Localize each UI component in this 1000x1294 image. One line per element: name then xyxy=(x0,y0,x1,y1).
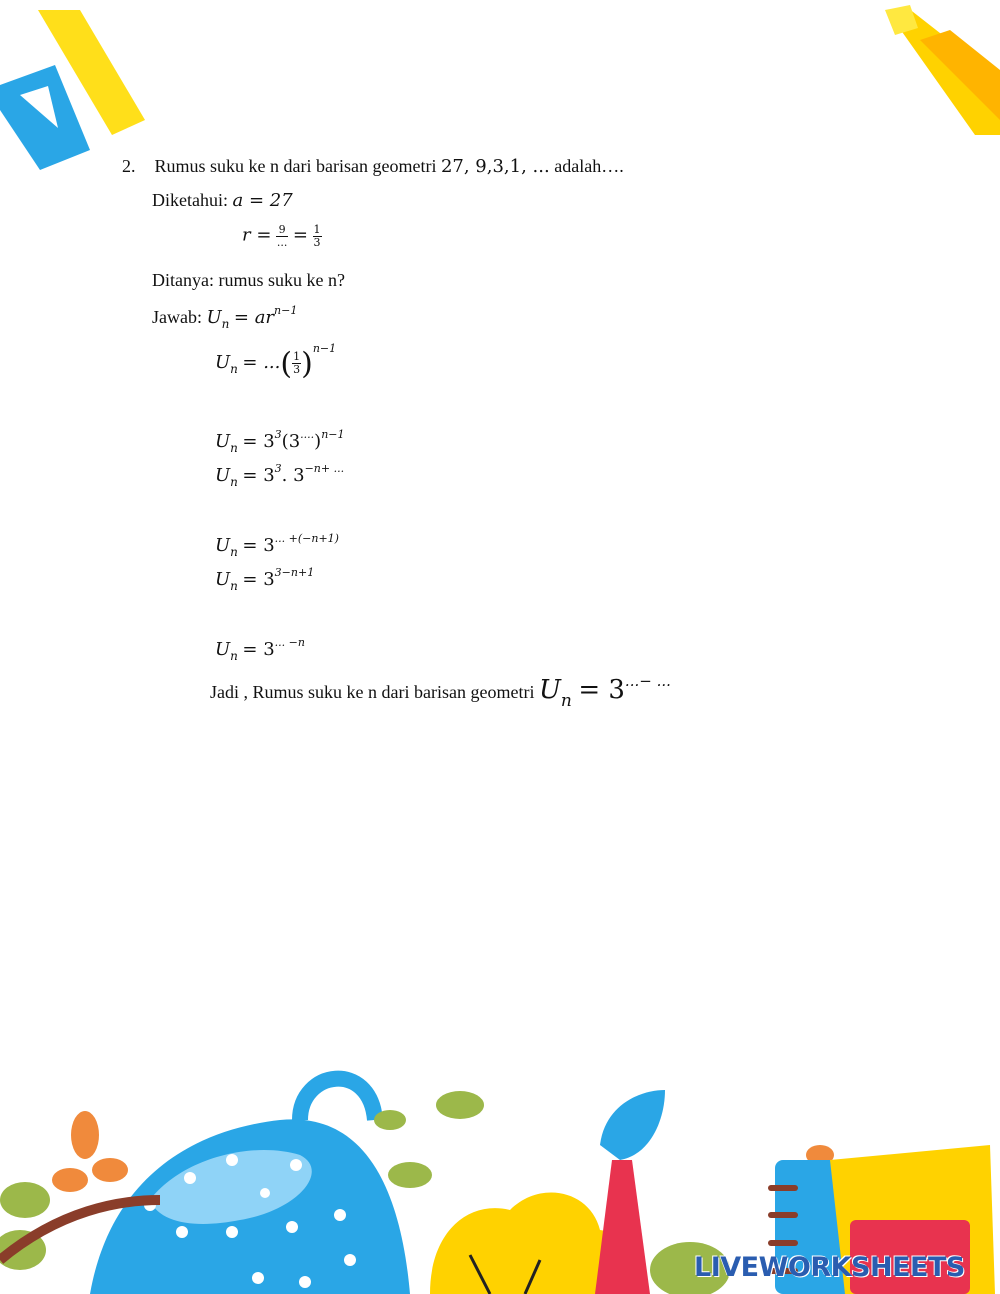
conclusion-n: n xyxy=(560,691,572,711)
conclusion-exp-blank: ...− ... xyxy=(624,672,671,690)
step3-exp-a: 3 xyxy=(274,462,282,475)
step6-n: n xyxy=(230,649,238,663)
formula-rhs: = ar xyxy=(233,307,275,328)
step6-exp-blank: ... −n xyxy=(274,636,305,649)
conclusion-base: = 3 xyxy=(578,675,625,705)
formula-exponent: n−1 xyxy=(274,304,298,317)
highlighter-illustration xyxy=(880,0,1000,140)
step-6-line xyxy=(215,636,305,663)
asked-line xyxy=(152,270,345,291)
known-label: Diketahui: xyxy=(152,190,228,210)
r-numerator: 9 xyxy=(276,224,289,237)
step1-fraction xyxy=(292,351,301,376)
formula-n: n xyxy=(221,317,230,331)
step4-n: n xyxy=(230,545,238,559)
step-5-line xyxy=(215,566,314,593)
step2-exp-a: 3 xyxy=(274,428,282,441)
step1-exponent: n−1 xyxy=(312,342,337,355)
step3-U: U xyxy=(215,465,231,486)
step6-base: = 3 xyxy=(242,639,275,660)
step1-n: n xyxy=(230,362,238,376)
step1-numerator: 1 xyxy=(293,350,301,364)
step3-exp-blank: −n+ ... xyxy=(304,462,345,475)
liveworksheets-logo xyxy=(694,1252,965,1283)
known-r-equals: = xyxy=(292,224,309,246)
step-4-line xyxy=(215,532,339,559)
step4-exp-blank: ... +(−n+1) xyxy=(274,532,339,545)
answer-formula-line xyxy=(152,304,297,331)
r-denominator-2: 3 xyxy=(313,236,321,249)
step2-base-b: (3 xyxy=(281,431,301,452)
step5-n: n xyxy=(230,579,238,593)
step4-base: = 3 xyxy=(242,535,275,556)
step5-base: = 3 xyxy=(242,569,275,590)
step3-base-b: . 3 xyxy=(281,465,305,486)
step2-U: U xyxy=(215,431,231,452)
question-line xyxy=(122,156,624,177)
step2-exp-c: n−1 xyxy=(321,428,345,441)
ruler-triangle-illustration xyxy=(0,0,160,180)
formula-U: U xyxy=(206,307,222,328)
step5-U: U xyxy=(215,569,231,590)
r-numerator-2: 1 xyxy=(313,223,321,236)
known-r-line xyxy=(242,224,322,249)
known-r-fraction-2 xyxy=(313,224,322,249)
known-r-fraction xyxy=(276,224,289,249)
step6-U: U xyxy=(215,639,231,660)
question-number: 2. xyxy=(122,156,136,176)
step1-U: U xyxy=(215,352,231,373)
question-text: Rumus suku ke n dari barisan geometri xyxy=(154,156,437,176)
brand-name: LIVEWORKSHEETS xyxy=(694,1252,965,1283)
step-1-line: $U_n$ = ...( $\frac{1}{3}$ )$^{n-1}$ xyxy=(215,342,337,382)
step2-n: n xyxy=(230,441,238,455)
step2-base-a: = 3 xyxy=(242,431,275,452)
asked-label: Ditanya: rumus suku ke n? xyxy=(152,270,345,290)
answer-label: Jawab: xyxy=(152,307,202,327)
step-3-line xyxy=(215,462,344,489)
r-denominator-blank: ... xyxy=(276,236,288,249)
step3-base-a: = 3 xyxy=(242,465,275,486)
conclusion-line xyxy=(210,672,671,711)
question-suffix: adalah…. xyxy=(554,156,624,176)
known-r-left: r = xyxy=(242,224,272,246)
known-a-equation: a = 27 xyxy=(232,190,293,211)
conclusion-text: Jadi , Rumus suku ke n dari barisan geometri xyxy=(210,682,535,702)
step2-exp-blank: .... xyxy=(300,428,315,441)
step5-exp: 3−n+1 xyxy=(274,566,315,579)
step1-rhs-blank: = ... xyxy=(242,352,281,373)
step-2-line xyxy=(215,428,345,455)
conclusion-U: U xyxy=(538,675,561,705)
step2-close: ) xyxy=(314,431,322,452)
known-line xyxy=(152,190,293,211)
question-sequence: 27, 9,3,1, ... xyxy=(440,156,550,177)
step1-denominator: 3 xyxy=(293,363,301,377)
step3-n: n xyxy=(230,475,238,489)
step4-U: U xyxy=(215,535,231,556)
